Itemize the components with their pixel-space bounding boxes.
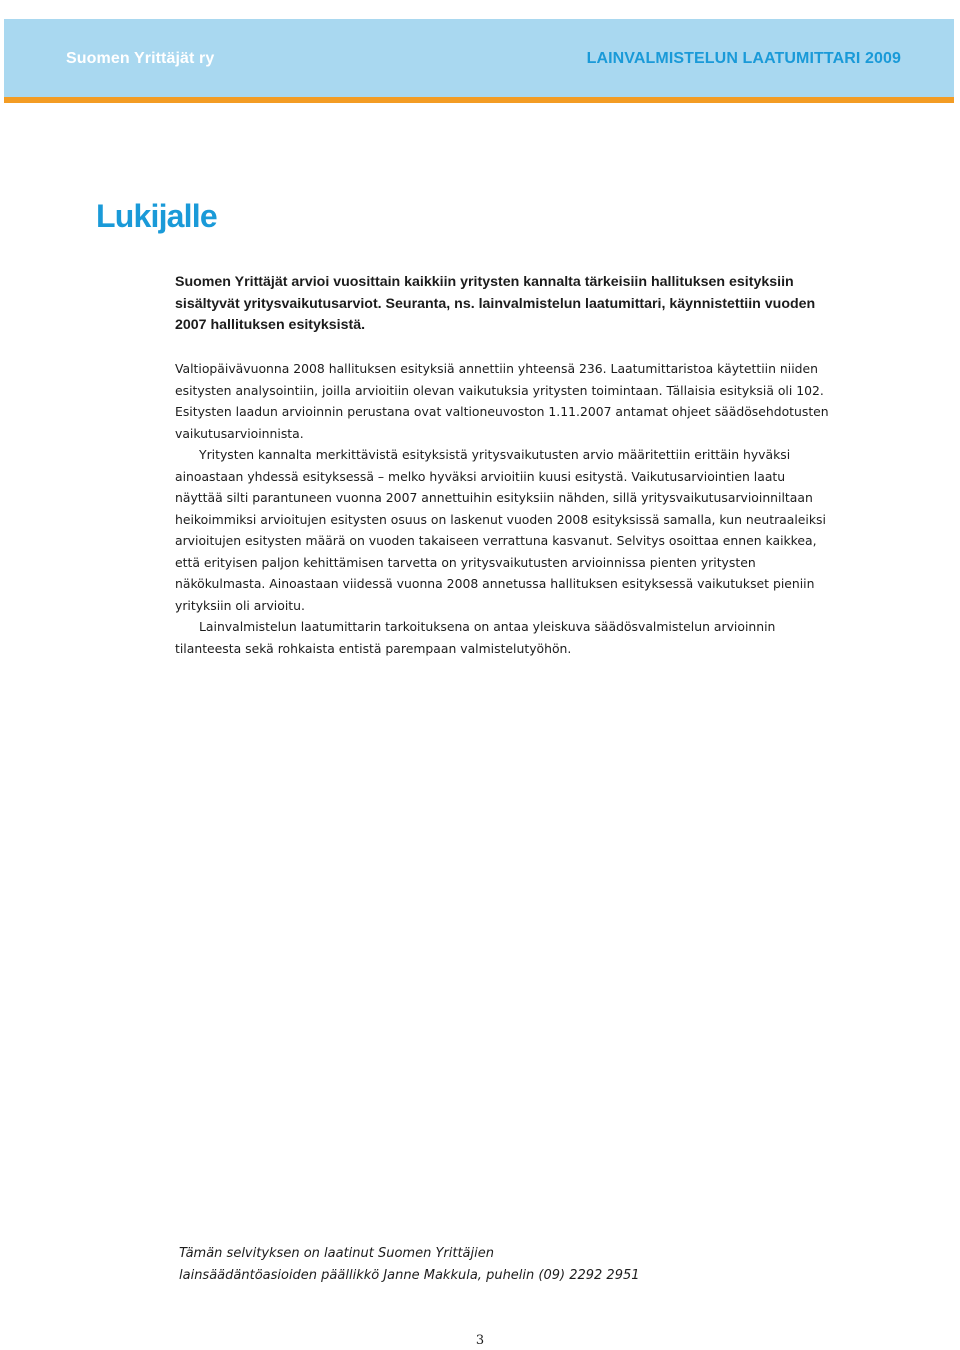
lead-paragraph: Suomen Yrittäjät arvioi vuosittain kaikkiin yritysten kannalta tärkeisiin hallituksen esityksiin sisältyvät yritysvaikutusarviot. Seuranta, ns. lainvalmistelun laatumittari, käynnistettiin vuoden 2007 hallituksen esityksistä. bbox=[175, 274, 816, 334]
organization-name: Suomen Yrittäjät ry bbox=[66, 50, 215, 67]
body-paragraph-1: Valtiopäivävuonna 2008 hallituksen esityksiä annettiin yhteensä 236. Laatumittaristoa käytettiin niiden esitysten analysointiin, joilla arvioitiin olevan vaikutuksia yritysten toimintaan. Tällaisia esityksiä oli 102. Esitysten laadun arvioinnin perustana ovat valtioneuvoston 1.11.2007 antamat ohjeet säädösehdotusten vaikutusarvioinnista. bbox=[175, 361, 829, 441]
body-paragraph-2: Yritysten kannalta merkittävistä esityksistä yritysvaikutusten arvio määritettiin erittäin hyväksi ainoastaan yhdessä esityksessä – melko hyväksi arvioitiin kuusi esitystä. Vaikutusarviointien laatu näyttää silti parantuneen vuonna 2007 annettuihin esityksiin nähden, sillä yritysvaikutusarvioinniltaan heikoimmiksi arvioitujen esitysten osuus on laskenut vuoden 2008 esityksissä samalla, kun neutraaleiksi arvioitujen esitysten määrä on vuoden takaiseen verrattuna kasvanut. Selvitys osoittaa ennen kaikkea, että erityisen paljon kehittämisen tarvetta on yritysvaikutusten arvioinnissa pienten yritysten näkökulmasta. Ainoastaan viidessä vuonna 2008 annetussa hallituksen esityksessä vaikutukset pieniin yrityksiin oli arvioitu. bbox=[175, 447, 826, 613]
page-heading: Lukijalle bbox=[96, 198, 217, 234]
main-content bbox=[175, 272, 833, 659]
report-title: LAINVALMISTELUN LAATUMITTARI 2009 bbox=[586, 50, 901, 67]
author-note-line-1: Tämän selvityksen on laatinut Suomen Yrittäjien bbox=[179, 1246, 494, 1261]
author-note bbox=[179, 1243, 799, 1287]
page-number: 3 bbox=[475, 1333, 485, 1348]
author-note-line-2: lainsäädäntöasioiden päällikkö Janne Makkula, puhelin (09) 2292 2951 bbox=[179, 1268, 640, 1283]
body-paragraph-3: Lainvalmistelun laatumittarin tarkoituksena on antaa yleiskuva säädösvalmistelun arvioinnin tilanteesta sekä rohkaista entistä parempaan valmistelutyöhön. bbox=[175, 619, 776, 656]
header-accent-stripe bbox=[4, 97, 954, 103]
